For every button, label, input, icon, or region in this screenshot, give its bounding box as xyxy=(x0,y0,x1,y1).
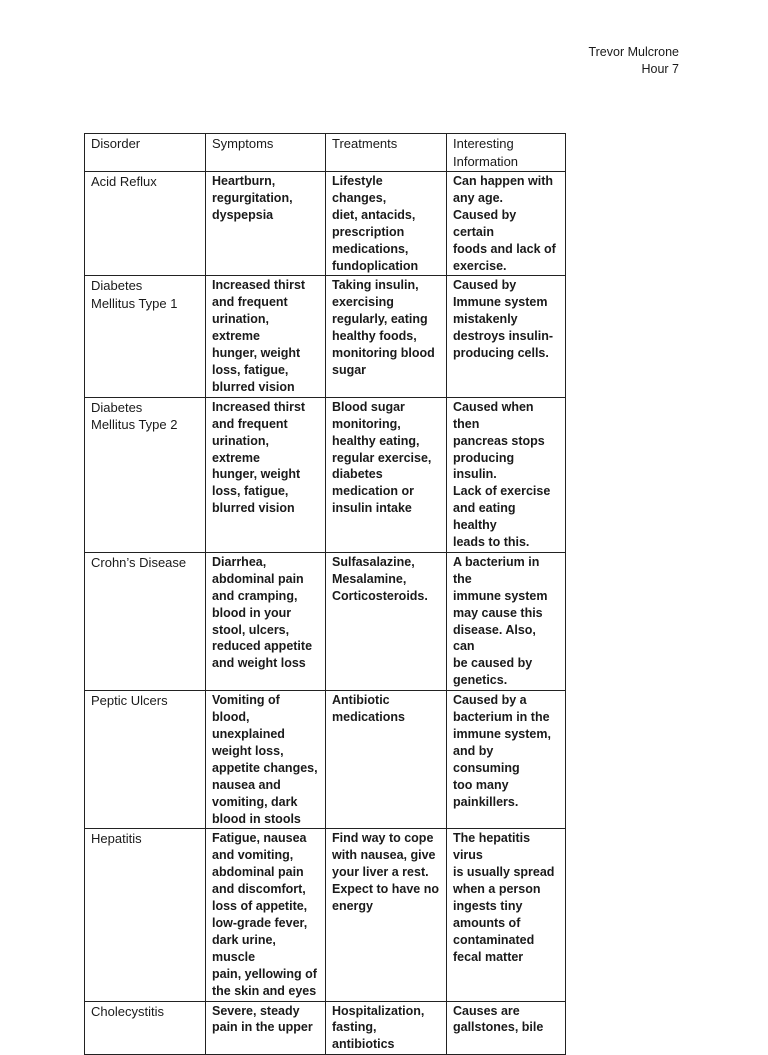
column-header-disorder: Disorder xyxy=(85,134,206,172)
info-cell: Causes are gallstones, bile xyxy=(447,1001,566,1055)
table-row xyxy=(85,552,566,690)
disorder-cell: Diabetes Mellitus Type 1 xyxy=(85,276,206,397)
info-cell: A bacterium in the immune system may cause this disease. Also, can be caused by genetics. xyxy=(447,552,566,690)
info-cell: Caused by a bacterium in the immune system, and by consuming too many painkillers. xyxy=(447,691,566,829)
table-row xyxy=(85,1001,566,1055)
symptoms-cell: Increased thirst and frequent urination, extreme hunger, weight loss, fatigue, blurred vision xyxy=(206,276,326,397)
document-header xyxy=(588,44,679,78)
disorder-cell: Peptic Ulcers xyxy=(85,691,206,829)
treatments-cell: Taking insulin, exercising regularly, eating healthy foods, monitoring blood sugar xyxy=(326,276,447,397)
treatments-cell: Sulfasalazine, Mesalamine, Corticosteroids. xyxy=(326,552,447,690)
table-row xyxy=(85,397,566,552)
treatments-cell: Hospitalization, fasting, antibiotics xyxy=(326,1001,447,1055)
column-header-interesting-information: Interesting Information xyxy=(447,134,566,172)
info-cell: Caused when then pancreas stops producing insulin. Lack of exercise and eating healthy leads to this. xyxy=(447,397,566,552)
symptoms-cell: Vomiting of blood, unexplained weight loss, appetite changes, nausea and vomiting, dark blood in stools xyxy=(206,691,326,829)
symptoms-cell: Diarrhea, abdominal pain and cramping, blood in your stool, ulcers, reduced appetite and weight loss xyxy=(206,552,326,690)
disorder-cell: Acid Reflux xyxy=(85,172,206,276)
symptoms-cell: Increased thirst and frequent urination, extreme hunger, weight loss, fatigue, blurred vision xyxy=(206,397,326,552)
table-header-row xyxy=(85,134,566,172)
column-header-treatments: Treatments xyxy=(326,134,447,172)
symptoms-cell: Heartburn, regurgitation, dyspepsia xyxy=(206,172,326,276)
disorders-table xyxy=(84,133,566,1055)
column-header-symptoms: Symptoms xyxy=(206,134,326,172)
treatments-cell: Antibiotic medications xyxy=(326,691,447,829)
info-cell: Caused by Immune system mistakenly destroys insulin- producing cells. xyxy=(447,276,566,397)
table-row xyxy=(85,172,566,276)
symptoms-cell: Severe, steady pain in the upper xyxy=(206,1001,326,1055)
treatments-cell: Find way to cope with nausea, give your liver a rest. Expect to have no energy xyxy=(326,829,447,1001)
disorder-cell: Hepatitis xyxy=(85,829,206,1001)
disorder-cell: Crohn’s Disease xyxy=(85,552,206,690)
table-row xyxy=(85,276,566,397)
author-name: Trevor Mulcrone xyxy=(588,45,679,59)
class-hour: Hour 7 xyxy=(641,62,679,76)
disorder-cell: Cholecystitis xyxy=(85,1001,206,1055)
info-cell: Can happen with any age. Caused by certain foods and lack of exercise. xyxy=(447,172,566,276)
disorder-cell: Diabetes Mellitus Type 2 xyxy=(85,397,206,552)
symptoms-cell: Fatigue, nausea and vomiting, abdominal pain and discomfort, loss of appetite, low-grade fever, dark urine, muscle pain, yellowing of the skin and eyes xyxy=(206,829,326,1001)
table-row xyxy=(85,829,566,1001)
info-cell: The hepatitis virus is usually spread when a person ingests tiny amounts of contaminated fecal matter xyxy=(447,829,566,1001)
treatments-cell: Blood sugar monitoring, healthy eating, regular exercise, diabetes medication or insulin intake xyxy=(326,397,447,552)
treatments-cell: Lifestyle changes, diet, antacids, prescription medications, fundoplication xyxy=(326,172,447,276)
table-row xyxy=(85,691,566,829)
